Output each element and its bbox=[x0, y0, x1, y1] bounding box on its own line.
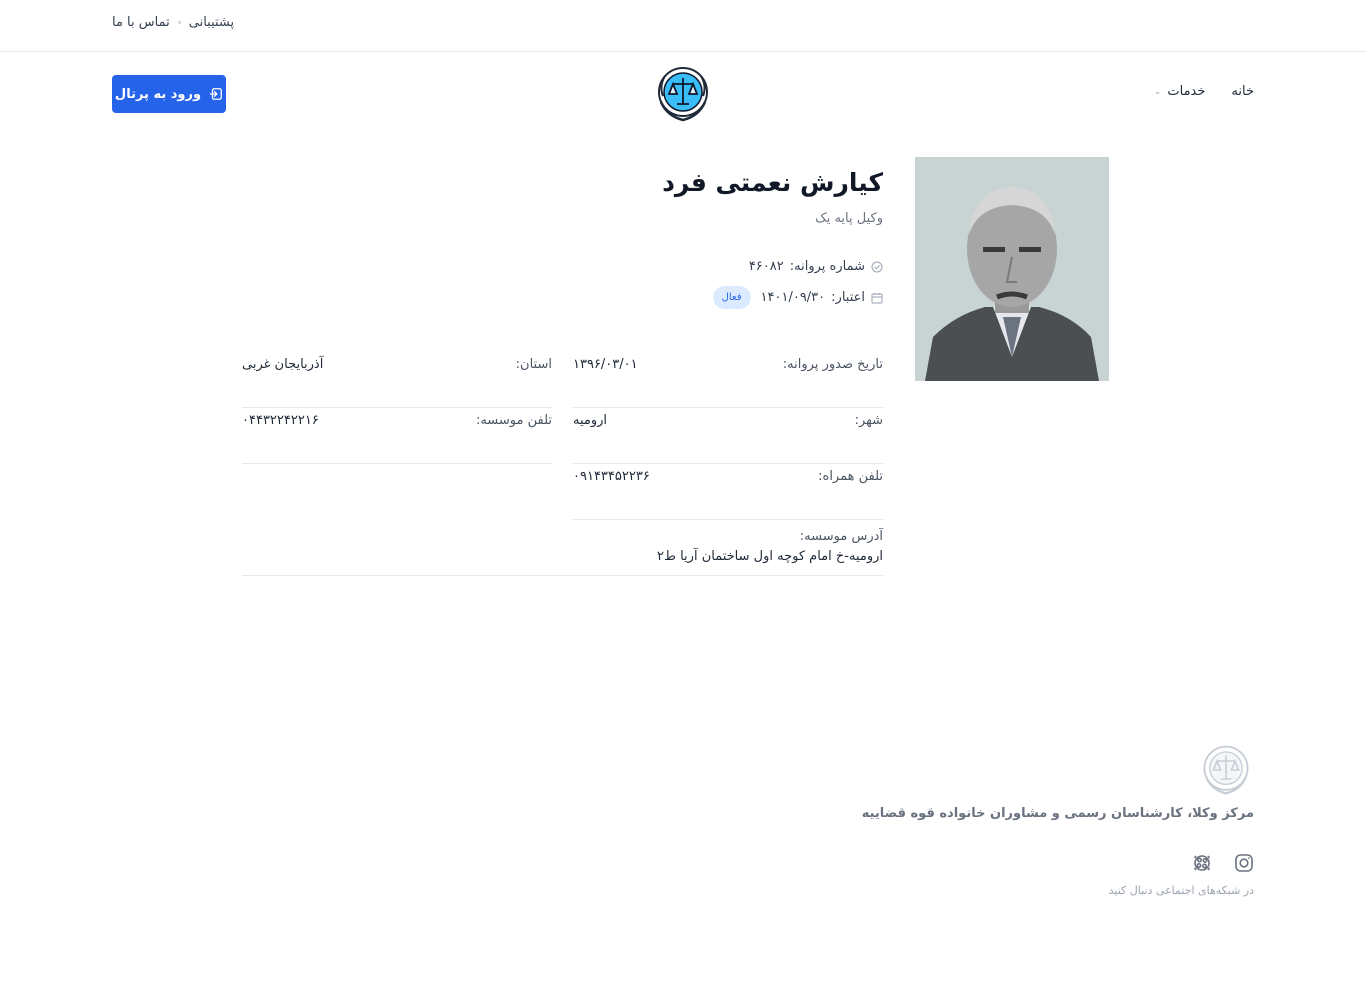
issue-date-field bbox=[573, 352, 883, 408]
separator-dot bbox=[178, 21, 181, 24]
mobile-field bbox=[573, 464, 883, 520]
address-value: ارومیه-خ امام کوچه اول ساختمان آریا ط۲ bbox=[656, 549, 883, 564]
validity-label: اعتبار: bbox=[831, 290, 865, 305]
contact-link[interactable]: تماس با ما bbox=[112, 15, 170, 30]
check-circle-icon bbox=[871, 261, 883, 273]
nav-services-label: خدمات bbox=[1167, 84, 1206, 99]
portal-login-button[interactable] bbox=[112, 75, 226, 113]
license-label: شماره پروانه: bbox=[789, 259, 865, 274]
address-label: آدرس موسسه: bbox=[799, 529, 883, 544]
issue-date-value: ۱۳۹۶/۰۳/۰۱ bbox=[573, 357, 638, 372]
city-value: ارومیه bbox=[573, 413, 608, 428]
instagram-icon[interactable] bbox=[1234, 853, 1254, 873]
top-bar bbox=[0, 0, 1366, 52]
issue-date-label: تاریخ صدور پروانه: bbox=[782, 357, 883, 372]
portal-login-label: ورود به پرتال bbox=[114, 86, 202, 102]
province-field bbox=[242, 352, 552, 408]
license-info bbox=[749, 259, 883, 274]
main-header bbox=[0, 52, 1366, 136]
validity-value: ۱۴۰۱/۰۹/۳۰ bbox=[760, 290, 826, 305]
address-field bbox=[242, 520, 883, 576]
lawyer-photo bbox=[915, 157, 1109, 381]
nav-home-label: خانه bbox=[1231, 84, 1254, 99]
mobile-value[interactable]: ۰۹۱۴۳۴۵۲۲۳۶ bbox=[573, 469, 650, 484]
province-label: استان: bbox=[515, 357, 552, 372]
footer-follow-text: در شبکه‌های اجتماعی دنبال کنید bbox=[1108, 884, 1254, 897]
city-label: شهر: bbox=[854, 413, 883, 428]
province-value: آذربایجان غربی bbox=[242, 357, 324, 372]
judiciary-logo[interactable] bbox=[653, 64, 713, 124]
login-icon bbox=[209, 87, 223, 101]
support-link[interactable]: پشتیبانی bbox=[188, 15, 235, 30]
office-phone-field bbox=[242, 408, 552, 464]
office-phone-label: تلفن موسسه: bbox=[475, 413, 552, 428]
main-nav bbox=[1154, 84, 1254, 99]
office-phone-value[interactable]: ۰۴۴۳۲۲۴۲۲۱۶ bbox=[242, 413, 319, 428]
top-links bbox=[112, 15, 234, 30]
social-links bbox=[1192, 853, 1254, 873]
chevron-down-icon: ⌄ bbox=[1153, 86, 1162, 97]
footer-logo bbox=[1199, 743, 1253, 797]
license-value: ۴۶۰۸۲ bbox=[748, 259, 784, 274]
mobile-label: تلفن همراه: bbox=[818, 469, 883, 484]
nav-home[interactable] bbox=[1231, 84, 1254, 99]
nav-services[interactable] bbox=[1154, 84, 1206, 99]
aparat-icon[interactable] bbox=[1192, 853, 1212, 873]
validity-info bbox=[713, 286, 883, 309]
status-badge: فعال bbox=[713, 286, 751, 309]
lawyer-name: کیارش نعمتی فرد bbox=[662, 168, 883, 197]
footer-title: مرکز وکلا، کارشناسان رسمی و مشاوران خانواده قوه قضاییه bbox=[861, 806, 1254, 821]
lawyer-role: وکیل پایه یک bbox=[815, 211, 883, 226]
calendar-icon bbox=[871, 292, 883, 304]
city-field bbox=[573, 408, 883, 464]
